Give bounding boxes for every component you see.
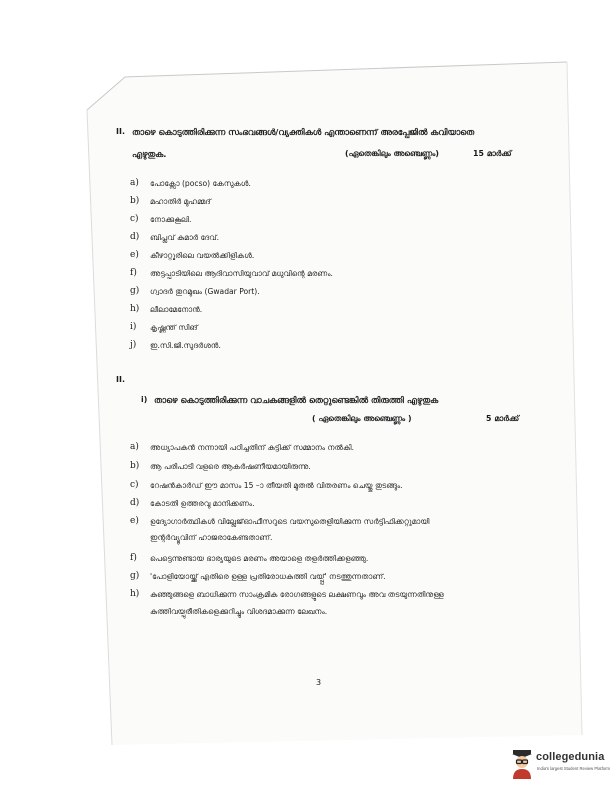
list-item: കുഞ്ഞുങ്ങളെ ബാധിക്കുന്ന സാംക്രമിക രോഗങ്ങളുടെ ലക്ഷണവും അവ തടയുന്നതിനുള്ള [150, 590, 444, 599]
item-letter: e) [130, 250, 139, 260]
student-avatar-icon [510, 749, 534, 779]
list-item: ആ പരിപാടി വളരെ ആകർഷണീയമായിരുന്നു. [150, 462, 311, 471]
sub-question-number: i) [141, 395, 148, 404]
item-letter: c) [130, 214, 139, 224]
list-item: റേഷൻകാർഡ് ഈ മാസം 15 –ാ തീയതി മുതൽ വിതരണം ചെയ്തു തുടങ്ങും. [150, 481, 403, 490]
item-letter: e) [130, 516, 139, 526]
item-letter: f) [130, 553, 137, 563]
item-letter: h) [130, 589, 140, 599]
item-letter: h) [130, 304, 140, 314]
question-number: II. [116, 127, 125, 136]
question-title: താഴെ കൊടുത്തിരിക്കുന്ന സംഭവങ്ങൾ/വ്യക്തികൾ എന്താണെന്ന് അരപ്പേജിൽ കവിയാതെ [132, 127, 475, 137]
watermark-brand: collegedunia [536, 751, 605, 763]
list-item: പോക്സോ (pocso) കേസുകൾ. [150, 179, 251, 188]
item-letter: a) [130, 442, 139, 452]
marks-label: 5 മാർക്ക് [486, 414, 519, 423]
choice-note: (ഏതെങ്കിലും അഞ്ചെണ്ണം) [345, 149, 440, 158]
list-item: ഗ്വാദർ തുറമുഖം (Gwadar Port). [150, 287, 260, 296]
list-item: നോക്കുകൂലി. [150, 215, 192, 224]
list-item: പെട്ടെന്നുണ്ടായ ഭാര്യയുടെ മരണം അയാളെ തളർത്തിക്കളഞ്ഞു. [150, 554, 369, 563]
list-item: ബിപ്ലവ് കുമാർ ദേവ്. [150, 233, 220, 242]
list-item: മഹാതിർ മുഹമ്മദ് [150, 197, 211, 206]
item-letter: d) [130, 498, 140, 508]
question-title: താഴെ കൊടുത്തിരിക്കുന്ന വാചകങ്ങളിൽ തെറ്റുണ്ടെങ്കിൽ തിരുത്തി എഴുതുക [154, 395, 439, 405]
question-number: II. [116, 375, 125, 384]
watermark-tagline: India's largest Student Review Platform [537, 766, 610, 771]
list-item: ലീലാമേനോൻ. [150, 305, 203, 314]
item-letter: c) [130, 480, 139, 490]
marks-label: 15 മാർക്ക് [473, 149, 512, 158]
list-item: ഉദ്യോഗാർത്ഥികൾ വില്ലേജ്ഓഫീസറുടെ വയസുതെളിയിക്കുന്ന സർട്ടിഫിക്കറ്റുമായി [150, 517, 430, 526]
item-letter: g) [130, 571, 140, 581]
item-letter: d) [130, 232, 140, 242]
choice-note: ( ഏതെങ്കിലും അഞ്ചെണ്ണം ) [312, 414, 412, 423]
list-item-continued: ഇന്റർവ്യൂവിന് ഹാജരാകേണ്ടതാണ്. [150, 533, 273, 542]
list-item: അധ്യാപകൻ നന്നായി പഠിച്ചതിന് കുട്ടിക്ക് സമ്മാനം നൽകി. [150, 443, 354, 452]
collegedunia-watermark [510, 748, 610, 782]
item-letter: j) [130, 340, 137, 350]
list-item: അട്ടപ്പാടിയിലെ ആദിവാസിയുവാവ് മധുവിന്റെ മരണം. [150, 269, 333, 278]
page-number: 3 [316, 678, 322, 687]
list-item: കീഴാറ്റൂരിലെ വയൽക്കിളികൾ. [150, 251, 255, 260]
item-letter: i) [130, 322, 137, 332]
item-letter: a) [130, 178, 139, 188]
question-title-continued: എഴുതുക. [132, 149, 167, 159]
list-item: കോടതി ഉത്തരവു മാനിക്കണം. [150, 499, 255, 508]
list-item-continued: കുത്തിവയ്പുരീതികളെക്കുറിച്ചും വിശദമാക്കുന്ന ലേഖനം. [150, 607, 328, 616]
list-item: കൃഷ്ണന്ത് സിങ് [150, 323, 198, 332]
item-letter: g) [130, 286, 140, 296]
item-letter: b) [130, 196, 140, 206]
item-letter: f) [130, 268, 137, 278]
list-item: 'പോളിയോയ്ക്ക് എതിരെ ഉള്ള പ്രതിരോധകുത്തി വയ്പ്പ്' നടത്തുന്നതാണ്. [150, 572, 386, 581]
list-item: ഇ.സി.ജി.സുദർശൻ. [150, 341, 221, 350]
item-letter: b) [130, 461, 140, 471]
